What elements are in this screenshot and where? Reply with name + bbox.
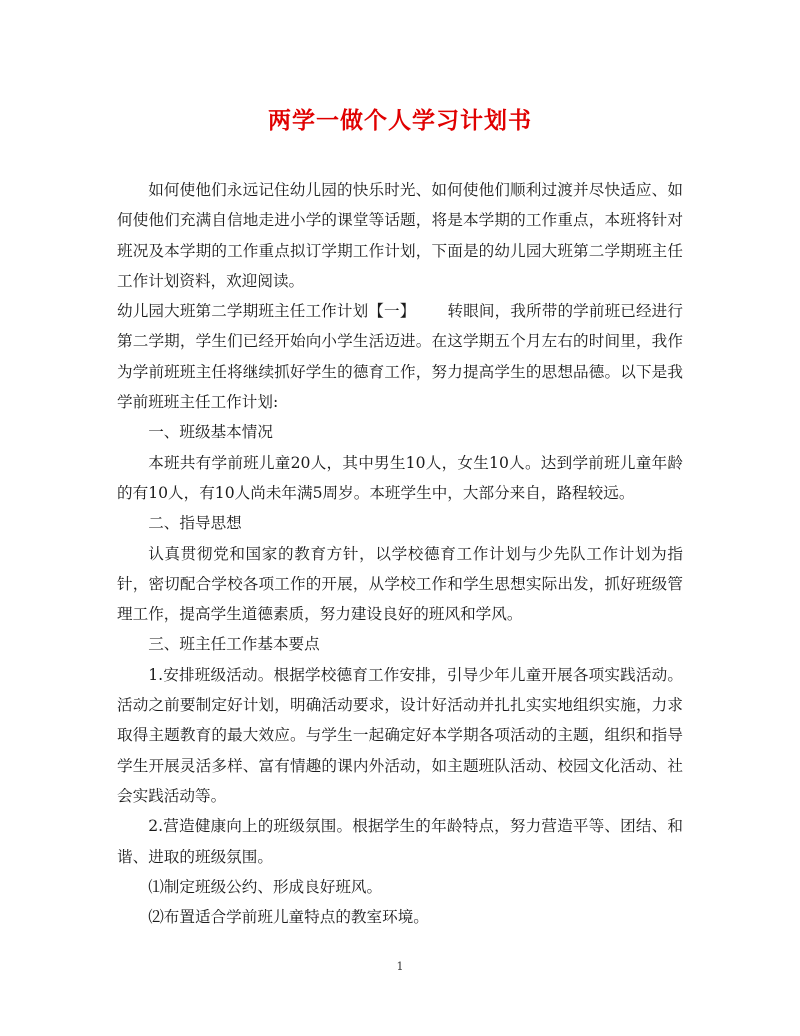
sub-point-1: ⑴制定班级公约、形成良好班风。 [148,877,383,896]
key-point-1-paragraph: 1.安排班级活动。根据学校德育工作安排，引导少年儿童开展各项实践活动。活动之前要制定好计划，明确活动要求，设计好活动并扎扎实实地组织实施，力求取得主题教育的最大效应。与学生一起确定好本学期各项活动的主题，组织和指导学生开展灵活多样、富有情趣的课内外活动，如主题班队活动、校园文化活动、社会实践活动等。 [117,665,683,805]
sub-point-2: ⑵布置适合学前班儿童特点的教室环境。 [148,908,429,927]
guiding-idea-paragraph: 认真贯彻党和国家的教育方针，以学校德育工作计划与少先队工作计划为指针，密切配合学校各项工作的开展，从学校工作和学生思想实际出发，抓好班级管理工作，提高学生道德素质，努力建设良好的班风和学风。 [117,544,683,624]
plan-heading-paragraph [117,296,683,417]
intro-paragraph: 如何使他们永远记住幼儿园的快乐时光、如何使他们顺利过渡并尽快适应、如何使他们充满自信地走进小学的课堂等话题，将是本学期的工作重点，本班将针对班况及本学期的工作重点拟订学期工作计划，下面是的幼儿园大班第二学期班主任工作计划资料，欢迎阅读。 [117,181,683,290]
section-heading-guiding-idea: 二、指导思想 [148,514,242,533]
plan-opening-text: 转眼间，我所带的学前班已经进行第二学期，学生们已经开始向小学生活迈进。在这学期五个月左右的时间里，我作为学前班班主任将继续抓好学生的德育工作，努力提高学生的思想品德。以下是我学前班班主任工作计划: [117,302,683,412]
class-info-paragraph: 本班共有学前班儿童20人，其中男生10人，女生10人。达到学前班儿童年龄的有10人，有10人尚未年满5周岁。本班学生中，大部分来自，路程较远。 [117,453,683,502]
document-body [117,175,683,932]
page-number: 1 [396,960,404,973]
section-heading-class-info: 一、班级基本情况 [148,423,273,442]
key-point-2-paragraph: 2.营造健康向上的班级氛围。根据学生的年龄特点，努力营造平等、团结、和谐、进取的班级氛围。 [117,817,683,866]
document-title: 两学一做个人学习计划书 [268,107,532,134]
plan-heading: 幼儿园大班第二学期班主任工作计划【一】 [117,302,416,321]
section-heading-key-points: 三、班主任工作基本要点 [148,635,320,654]
